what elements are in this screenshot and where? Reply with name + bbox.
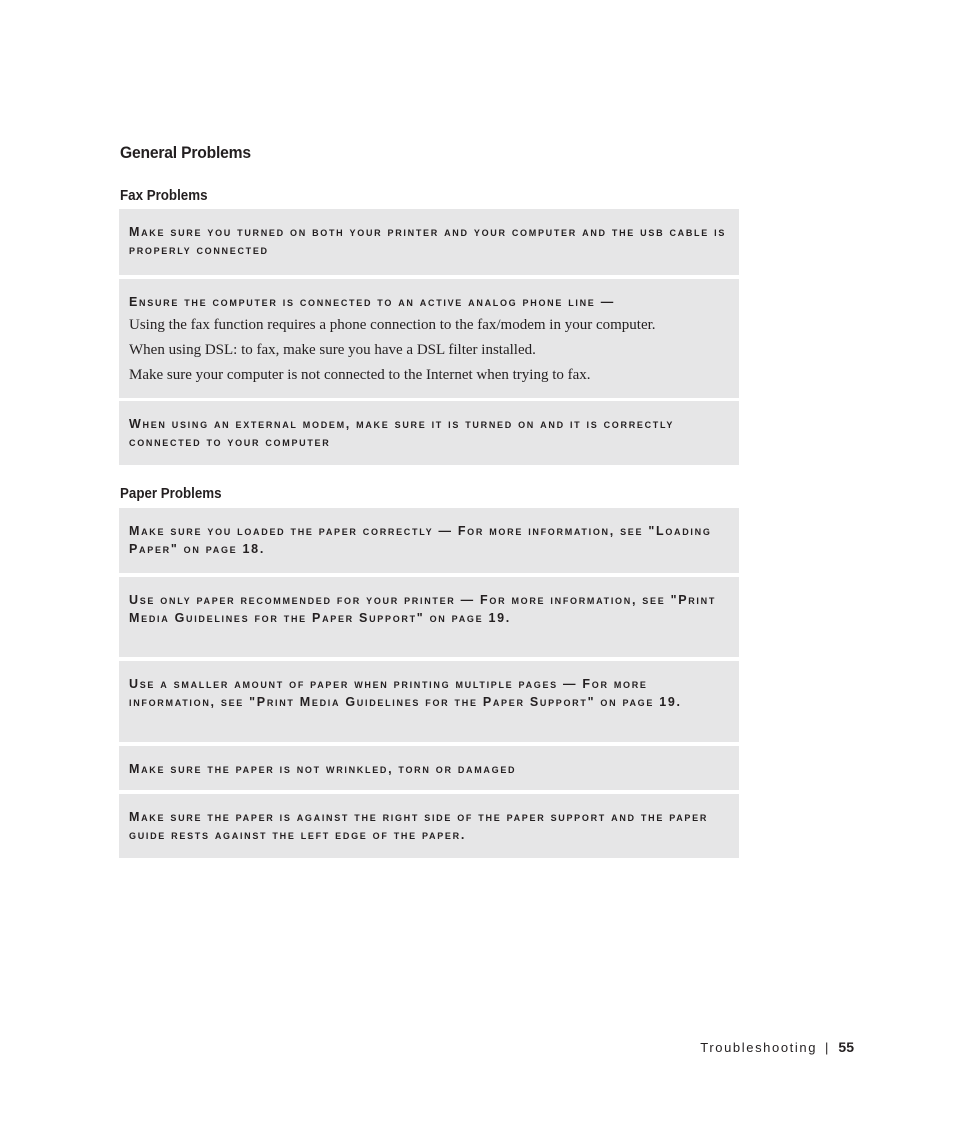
fax-tip-heading: When using an external modem, make sure it is turned on and it is correctly connected to your computer [129, 417, 675, 449]
footer-separator: | [825, 1040, 829, 1055]
fax-tip-box [119, 279, 739, 398]
paper-tip-box [119, 508, 739, 573]
paper-tip-box [119, 577, 739, 657]
fax-tip-text: Make sure your computer is not connected to the Internet when trying to fax. [129, 367, 591, 383]
page-number: 55 [838, 1039, 854, 1055]
paper-tip-box [119, 661, 739, 742]
page-title: General Problems [120, 143, 251, 162]
fax-problems-heading: Fax Problems [120, 188, 208, 204]
page-footer [700, 1039, 854, 1055]
paper-tip-heading: Make sure you loaded the paper correctly — For more information, see "Loading Paper" on page 18. [129, 524, 712, 556]
fax-tip-box [119, 401, 739, 465]
paper-tip-heading: Use a smaller amount of paper when printing multiple pages — For more information, see "Print Media Guidelines for the Paper Support" on page 19. [129, 677, 682, 709]
fax-tip-box [119, 209, 739, 275]
paper-tip-heading: Make sure the paper is not wrinkled, torn or damaged [129, 762, 517, 776]
paper-tip-box [119, 746, 739, 790]
paper-problems-heading: Paper Problems [120, 486, 222, 502]
fax-tip-heading: Ensure the computer is connected to an active analog phone line — [129, 295, 615, 309]
fax-tip-text: When using DSL: to fax, make sure you have a DSL filter installed. [129, 342, 536, 358]
footer-section-name: Troubleshooting [700, 1040, 818, 1055]
fax-tip-heading: Make sure you turned on both your printer and your computer and the usb cable is properly connected [129, 225, 727, 257]
paper-tip-heading: Use only paper recommended for your printer — For more information, see "Print Media Guidelines for the Paper Support" on page 19. [129, 593, 717, 625]
fax-tip-text: Using the fax function requires a phone connection to the fax/modem in your computer. [129, 317, 656, 333]
paper-tip-box [119, 794, 739, 858]
paper-tip-heading: Make sure the paper is against the right side of the paper support and the paper guide rests against the left edge of the paper. [129, 810, 709, 842]
